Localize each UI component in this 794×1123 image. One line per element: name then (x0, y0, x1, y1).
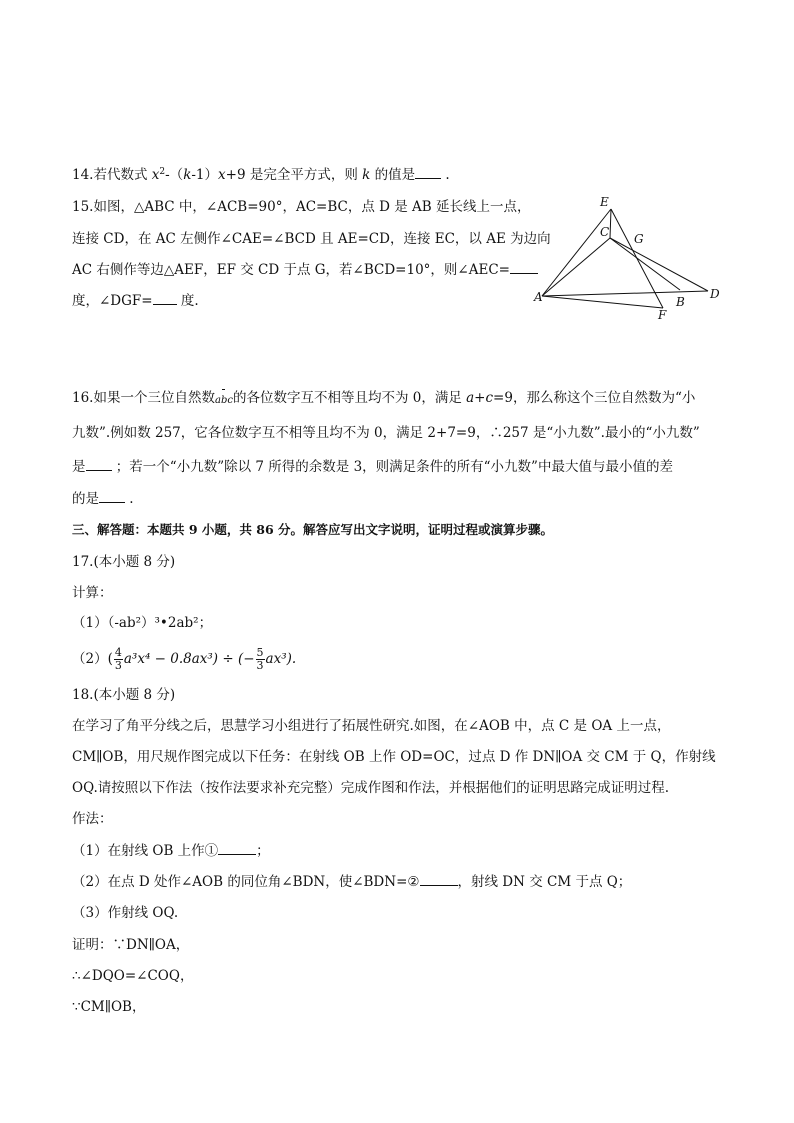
question-15-line-2: 连接 CD，在 AC 左侧作∠CAE=∠BCD 且 AE=CD，连接 EC，以 AE 为边向 (72, 231, 551, 247)
answer-blank-step-2[interactable] (420, 873, 458, 886)
question-14: 14.若代数式 $x^2-(k-1)x+9$ 是完全平方式，则 k 的值是 . (72, 167, 450, 183)
question-18-proof-line-2: ∵CM∥OB， (72, 999, 146, 1015)
question-17-part-2: （2）( $\frac{4}{3}$ a³x⁴ − 0.8ax³) ÷ (− $\frac{5}{3}$ ax³). (72, 646, 297, 672)
answer-blank-min[interactable] (86, 458, 112, 471)
question-16-line-1: 16.如果一个三位自然数abc的各位数字互不相等且均不为 0，满足 a+c=9，那么称这个三位自然数为“小 (72, 389, 695, 410)
question-18-proof-line-1: ∴∠DQO=∠COQ， (72, 968, 194, 984)
answer-blank-step-1[interactable] (218, 842, 256, 855)
label-a: A (534, 290, 543, 304)
question-18-line-3: OQ.请按照以下作法（按作法要求补充完整）完成作图和作法，并根据他们的证明思路完成证明过程. (72, 780, 670, 796)
question-16-line-2: 九数”.例如数 257，它各位数字互不相等且均不为 0，满足 2+7=9，∴257 是“小九数”.最小的“小九数” (72, 425, 700, 441)
geometry-figure (530, 193, 730, 323)
label-f: F (658, 308, 667, 322)
question-16-line-3: 是 ；若一个“小九数”除以 7 所得的余数是 3，则满足条件的所有“小九数”中最大值与最小值的差 (72, 459, 673, 475)
answer-blank[interactable] (415, 166, 441, 179)
question-18-line-2: CM∥OB，用尺规作图完成以下任务：在射线 OB 上作 OD=OC，过点 D 作 DN∥OA 交 CM 于 Q，作射线 (72, 749, 716, 765)
question-15-line-3: AC 右侧作等边△AEF，EF 交 CD 于点 G，若∠BCD=10°，则∠AEC= (72, 261, 538, 279)
line-af (542, 296, 663, 308)
question-15-line-1: 15.如图，△ABC 中，∠ACB=90°，AC=BC，点 D 是 AB 延长线上一点， (72, 199, 531, 215)
line-cb (610, 238, 680, 290)
question-17-part-1: （1）（-ab²）³•2ab²； (72, 615, 213, 631)
question-18-step-2: （2）在点 D 处作∠AOB 的同位角∠BDN，使∠BDN=② ，射线 DN 交 CM 于点 Q； (72, 874, 632, 890)
line-cd (610, 238, 708, 291)
label-b: B (676, 295, 685, 309)
question-18-proof: 证明：∵DN∥OA， (72, 937, 190, 953)
label-c: C (600, 225, 610, 239)
answer-blank-dgf[interactable] (153, 292, 177, 305)
question-18-header: 18.(本小题 8 分) (72, 687, 176, 703)
label-d: D (710, 287, 720, 301)
question-18-method: 作法： (72, 811, 113, 827)
question-17-header: 17.(本小题 8 分) (72, 554, 176, 570)
fraction-4-3: $\frac{4}{3}$ (114, 646, 122, 672)
question-17-calc: 计算： (72, 585, 113, 601)
question-18-step-1: （1）在射线 OB 上作① ； (72, 843, 270, 859)
question-16-line-4: 的是 . (72, 491, 134, 507)
line-ec (610, 209, 611, 238)
line-ae (542, 209, 611, 296)
label-e: E (600, 195, 609, 209)
question-18-line-1: 在学习了角平分线之后，思慧学习小组进行了拓展性研究.如图，在∠AOB 中，点 C 是 OA 上一点， (72, 718, 671, 734)
answer-blank-diff[interactable] (99, 490, 125, 503)
question-15-line-4: 度，∠DGF= 度. (72, 293, 199, 309)
section-3-header: 三、解答题：本题共 9 小题，共 86 分。解答应写出文字说明，证明过程或演算步骤。 (72, 522, 554, 537)
fraction-5-3: $\frac{5}{3}$ (256, 646, 264, 672)
line-ac (542, 238, 610, 296)
question-18-step-3: （3）作射线 OQ. (72, 905, 179, 921)
label-g: G (634, 232, 644, 246)
